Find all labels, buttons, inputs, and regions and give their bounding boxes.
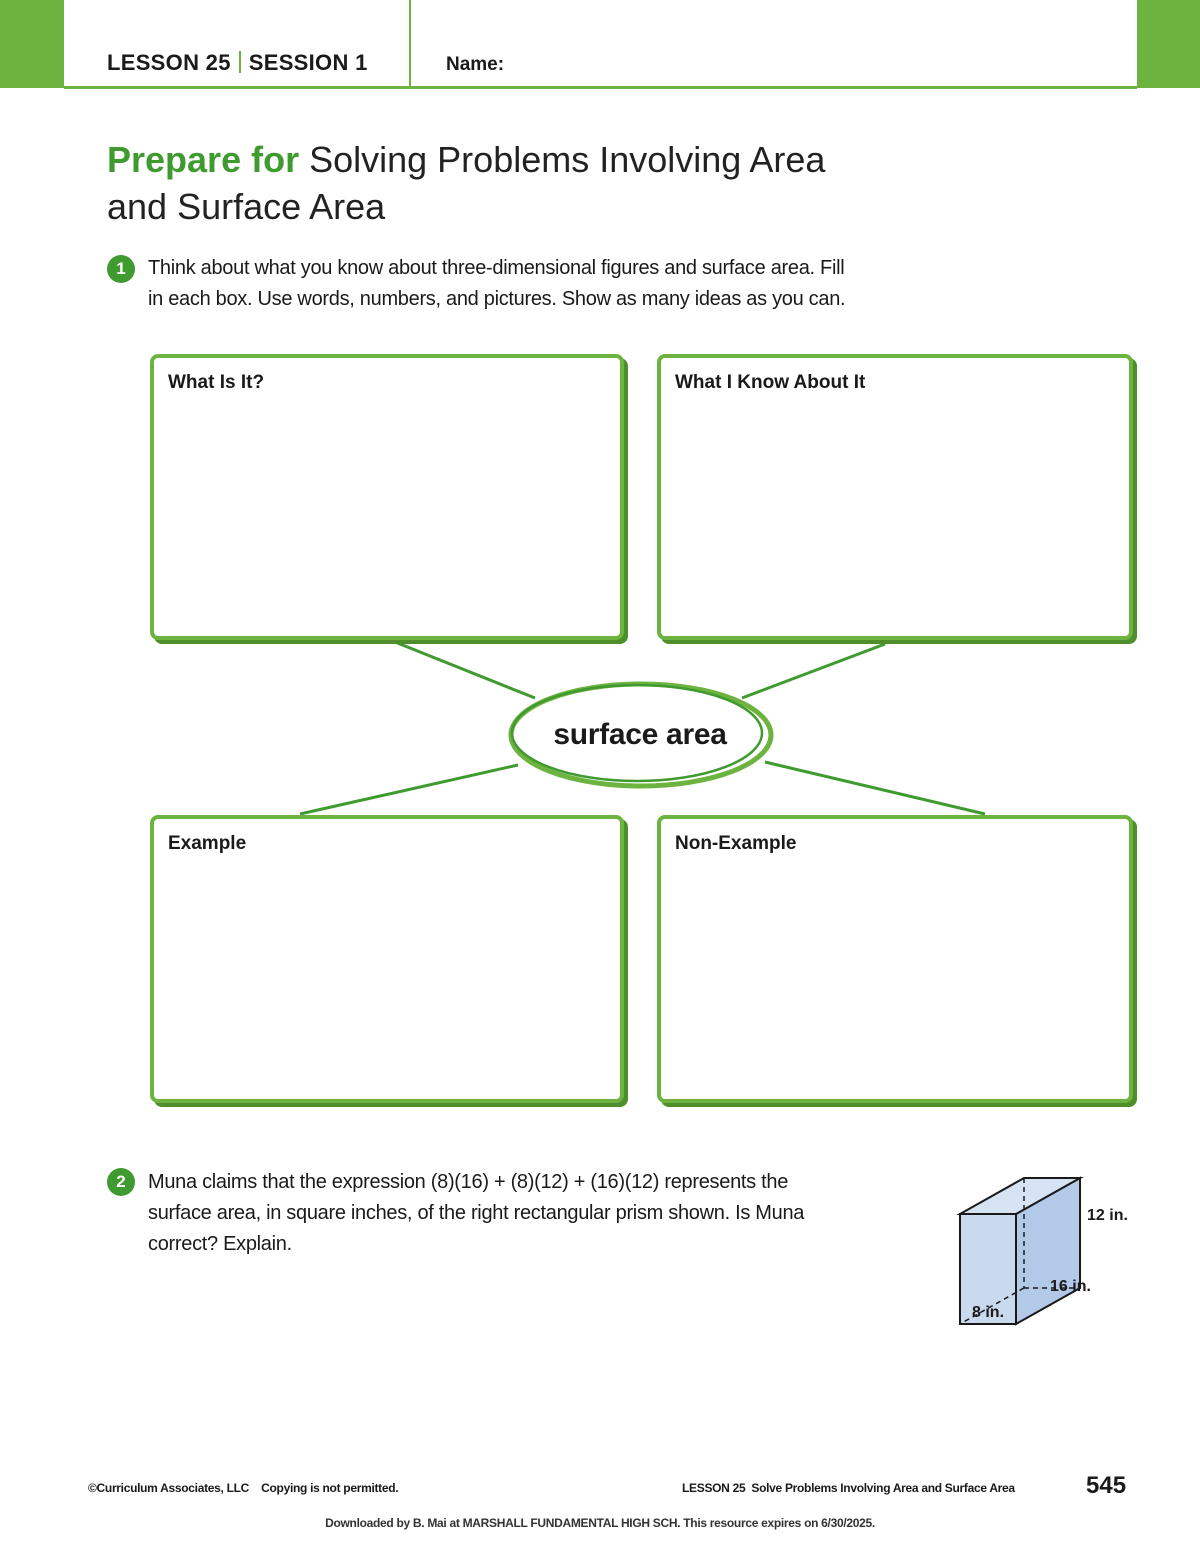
download-note: Downloaded by B. Mai at MARSHALL FUNDAMENTAL HIGH SCH. This resource expires on 6/30/2025.	[325, 1516, 875, 1530]
question-1-line1: Think about what you know about three-dimensional figures and surface area. Fill	[148, 257, 845, 279]
box-what-i-know-label: What I Know About It	[675, 372, 866, 393]
question-1-line2: in each box. Use words, numbers, and pictures. Show as many ideas as you can.	[148, 288, 846, 310]
box-example-label: Example	[168, 833, 247, 854]
box-what-i-know[interactable]	[657, 354, 1133, 640]
connector-bottom-left	[300, 765, 518, 814]
prism-depth-label: 16 in.	[1050, 1278, 1091, 1295]
name-label: Name:	[446, 54, 505, 75]
prism-height-label: 12 in.	[1087, 1207, 1128, 1224]
question-2-line1: Muna claims that the expression (8)(16) + (8)(12) + (16)(12) represents the	[148, 1171, 789, 1193]
page-number: 545	[1086, 1472, 1127, 1499]
session-label: SESSION 1	[248, 50, 368, 75]
box-what-is-it[interactable]	[150, 354, 624, 640]
question-2-line3: correct? Explain.	[148, 1233, 292, 1255]
connector-top-right	[742, 644, 885, 698]
box-what-is-it-label: What Is It?	[168, 372, 265, 393]
prism-width-label: 8 in.	[972, 1304, 1005, 1321]
question-2-number: 2	[107, 1168, 135, 1196]
footer-lesson-ref: LESSON 25 Solve Problems Involving Area and Surface Area	[682, 1481, 1015, 1495]
question-2-text	[148, 1167, 928, 1260]
center-term: surface area	[553, 718, 727, 751]
box-example[interactable]	[150, 815, 624, 1103]
title-line1: Solving Problems Involving Area	[309, 139, 826, 180]
lesson-label: LESSON 25	[107, 50, 231, 75]
question-1-number: 1	[107, 255, 135, 283]
box-non-example-label: Non-Example	[675, 833, 797, 854]
footer-copyright: ©Curriculum Associates, LLC Copying is not permitted.	[88, 1481, 399, 1495]
connector-bottom-right	[765, 762, 985, 814]
title-line2: and Surface Area	[107, 186, 386, 227]
question-2-line2: surface area, in square inches, of the right rectangular prism shown. Is Muna	[148, 1202, 805, 1224]
connector-top-left	[395, 642, 535, 698]
box-non-example[interactable]	[657, 815, 1133, 1103]
title-accent: Prepare for	[107, 139, 300, 180]
